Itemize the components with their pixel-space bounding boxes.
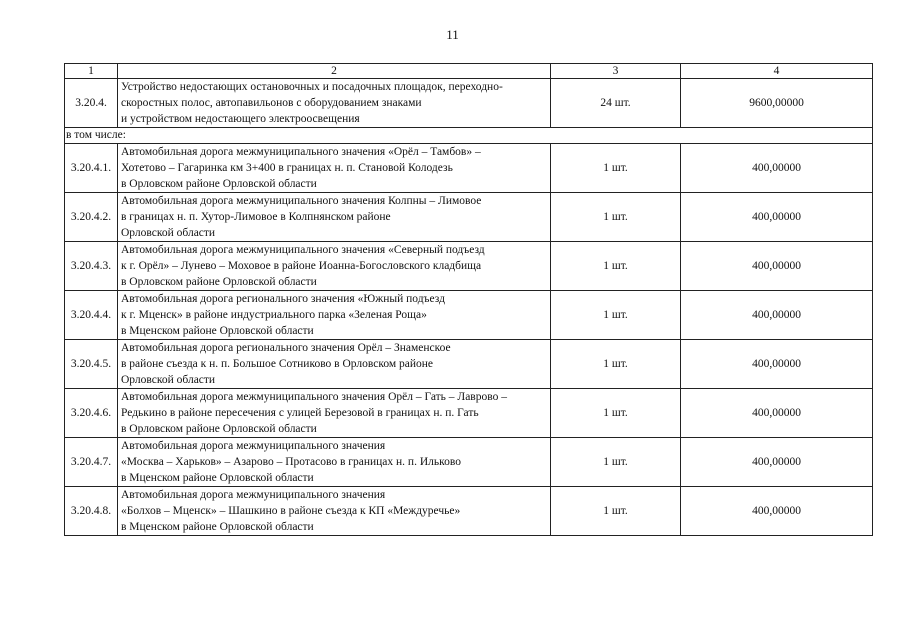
item-description bbox=[118, 79, 551, 128]
program-table bbox=[64, 63, 873, 536]
item-description bbox=[118, 389, 551, 438]
item-description bbox=[118, 487, 551, 536]
item-description bbox=[118, 242, 551, 291]
item-amount: 400,00000 bbox=[681, 389, 873, 438]
item-quantity: 1 шт. bbox=[551, 487, 681, 536]
item-quantity: 1 шт. bbox=[551, 340, 681, 389]
description-line: Хотетово – Гагаринка км 3+400 в границах н. п. Становой Колодезь bbox=[121, 162, 453, 174]
item-number: 3.20.4.7. bbox=[65, 438, 118, 487]
table-row bbox=[65, 487, 873, 536]
item-description bbox=[118, 340, 551, 389]
description-line: в Мценском районе Орловской области bbox=[121, 325, 314, 337]
item-quantity: 1 шт. bbox=[551, 438, 681, 487]
description-line: Автомобильная дорога регионального значения «Южный подъезд bbox=[121, 293, 445, 305]
subheader-row bbox=[65, 128, 873, 144]
description-line: Автомобильная дорога межмуниципального значения «Северный подъезд bbox=[121, 244, 485, 256]
item-description bbox=[118, 193, 551, 242]
item-quantity: 24 шт. bbox=[551, 79, 681, 128]
item-description bbox=[118, 144, 551, 193]
description-line: в Орловском районе Орловской области bbox=[121, 423, 317, 435]
description-line: «Болхов – Мценск» – Шашкино в районе съезда к КП «Междуречье» bbox=[121, 505, 461, 517]
table-row bbox=[65, 340, 873, 389]
item-amount: 400,00000 bbox=[681, 242, 873, 291]
description-line: Автомобильная дорога межмуниципального значения «Орёл – Тамбов» – bbox=[121, 146, 481, 158]
item-amount: 9600,00000 bbox=[681, 79, 873, 128]
description-line: в границах н. п. Хутор-Лимовое в Колпнянском районе bbox=[121, 211, 391, 223]
table-row bbox=[65, 291, 873, 340]
item-number: 3.20.4.2. bbox=[65, 193, 118, 242]
description-line: Орловской области bbox=[121, 374, 216, 386]
description-line: скоростных полос, автопавильонов с оборудованием знаками bbox=[121, 97, 422, 109]
description-line: и устройством недостающего электроосвещения bbox=[121, 113, 360, 125]
item-description bbox=[118, 438, 551, 487]
description-line: Редькино в районе пересечения с улицей Березовой в границах н. п. Гать bbox=[121, 407, 479, 419]
table-row bbox=[65, 242, 873, 291]
table-row bbox=[65, 193, 873, 242]
item-amount: 400,00000 bbox=[681, 193, 873, 242]
table-row bbox=[65, 144, 873, 193]
item-quantity: 1 шт. bbox=[551, 193, 681, 242]
item-quantity: 1 шт. bbox=[551, 389, 681, 438]
description-line: Автомобильная дорога межмуниципального значения Орёл – Гать – Лаврово – bbox=[121, 391, 507, 403]
item-quantity: 1 шт. bbox=[551, 144, 681, 193]
item-number: 3.20.4.5. bbox=[65, 340, 118, 389]
description-line: Автомобильная дорога межмуниципального значения bbox=[121, 440, 386, 452]
description-line: Орловской области bbox=[121, 227, 216, 239]
item-amount: 400,00000 bbox=[681, 438, 873, 487]
item-amount: 400,00000 bbox=[681, 340, 873, 389]
item-quantity: 1 шт. bbox=[551, 242, 681, 291]
table-row bbox=[65, 438, 873, 487]
description-line: в Орловском районе Орловской области bbox=[121, 276, 317, 288]
item-rows bbox=[65, 144, 873, 536]
description-line: в районе съезда к н. п. Большое Сотниково в Орловском районе bbox=[121, 358, 434, 370]
description-line: Устройство недостающих остановочных и посадочных площадок, переходно- bbox=[121, 81, 503, 93]
description-line: Автомобильная дорога межмуниципального значения Колпны – Лимовое bbox=[121, 195, 482, 207]
item-number: 3.20.4.4. bbox=[65, 291, 118, 340]
item-number: 3.20.4.1. bbox=[65, 144, 118, 193]
subheader-label: в том числе: bbox=[65, 128, 873, 144]
description-line: в Орловском районе Орловской области bbox=[121, 178, 317, 190]
description-line: Автомобильная дорога межмуниципального значения bbox=[121, 489, 386, 501]
description-line: Автомобильная дорога регионального значения Орёл – Знаменское bbox=[121, 342, 451, 354]
item-description bbox=[118, 291, 551, 340]
description-line: к г. Мценск» в районе индустриального парка «Зеленая Роща» bbox=[121, 309, 427, 321]
column-number-3: 3 bbox=[551, 64, 681, 79]
column-number-row bbox=[65, 64, 873, 79]
item-amount: 400,00000 bbox=[681, 291, 873, 340]
table-row-summary bbox=[65, 79, 873, 128]
description-line: «Москва – Харьков» – Азарово – Протасово в границах н. п. Ильково bbox=[121, 456, 461, 468]
item-number: 3.20.4.8. bbox=[65, 487, 118, 536]
item-number: 3.20.4.6. bbox=[65, 389, 118, 438]
column-number-4: 4 bbox=[681, 64, 873, 79]
column-number-2: 2 bbox=[118, 64, 551, 79]
table-row bbox=[65, 389, 873, 438]
column-number-1: 1 bbox=[65, 64, 118, 79]
item-amount: 400,00000 bbox=[681, 487, 873, 536]
description-line: в Мценском районе Орловской области bbox=[121, 472, 314, 484]
item-quantity: 1 шт. bbox=[551, 291, 681, 340]
item-number: 3.20.4.3. bbox=[65, 242, 118, 291]
item-amount: 400,00000 bbox=[681, 144, 873, 193]
item-number: 3.20.4. bbox=[65, 79, 118, 128]
page-number: 11 bbox=[446, 27, 459, 42]
description-line: к г. Орёл» – Лунево – Моховое в районе Иоанна-Богословского кладбища bbox=[121, 260, 482, 272]
description-line: в Мценском районе Орловской области bbox=[121, 521, 314, 533]
